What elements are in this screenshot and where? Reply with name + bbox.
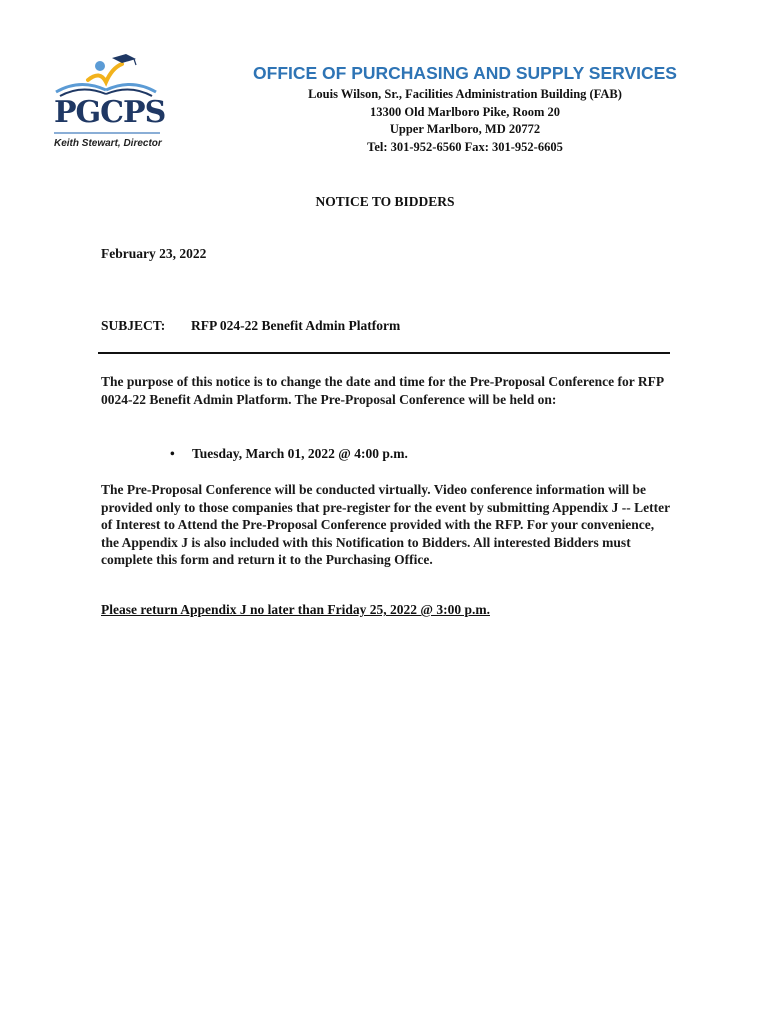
- address-line: Upper Marlboro, MD 20772: [389, 122, 541, 136]
- paragraph-purpose: The purpose of this notice is to change the date and time for the Pre-Proposal Conference for RFP 0024-22 Benefit Admin Platform. The Pre-Proposal Conference will be held on:: [101, 374, 664, 407]
- logo-underline: [54, 132, 160, 134]
- closing-instruction: Please return Appendix J no later than Friday 25, 2022 @ 3:00 p.m.: [101, 602, 490, 617]
- address-line: Louis Wilson, Sr., Facilities Administration Building (FAB): [308, 87, 622, 101]
- logo-emblem-icon: [50, 52, 180, 98]
- notice-date: February 23, 2022: [101, 246, 207, 261]
- bullet-icon: •: [170, 446, 175, 461]
- subject-value: RFP 024-22 Benefit Admin Platform: [191, 318, 401, 333]
- subject-line: [101, 318, 401, 334]
- bullet-text: Tuesday, March 01, 2022 @ 4:00 p.m.: [192, 446, 408, 461]
- office-title: OFFICE OF PURCHASING AND SUPPLY SERVICES: [253, 63, 677, 83]
- notice-title: NOTICE TO BIDDERS: [315, 194, 455, 209]
- logo-wordmark: PGCPS: [54, 95, 166, 130]
- address-line: 13300 Old Marlboro Pike, Room 20: [369, 104, 561, 119]
- paragraph-details: The Pre-Proposal Conference will be conducted virtually. Video conference information will be provided only to those companies that pre-register for the event by submitting Appendix J -- Letter of Interest to Attend the Pre-Proposal Conference provided with the RFP. For your convenience, the Appendix J is also included with this Notification to Bidders. All interested Bidders must complete this form and return it to the Purchasing Office.: [101, 482, 670, 567]
- contact-line: Tel: 301-952-6560 Fax: 301-952-6605: [367, 139, 563, 154]
- office-address: [240, 86, 690, 156]
- director-name: Keith Stewart, Director: [54, 138, 162, 149]
- subject-label: SUBJECT:: [101, 318, 166, 333]
- subject-divider: [98, 352, 670, 354]
- pgcps-logo: [50, 52, 180, 152]
